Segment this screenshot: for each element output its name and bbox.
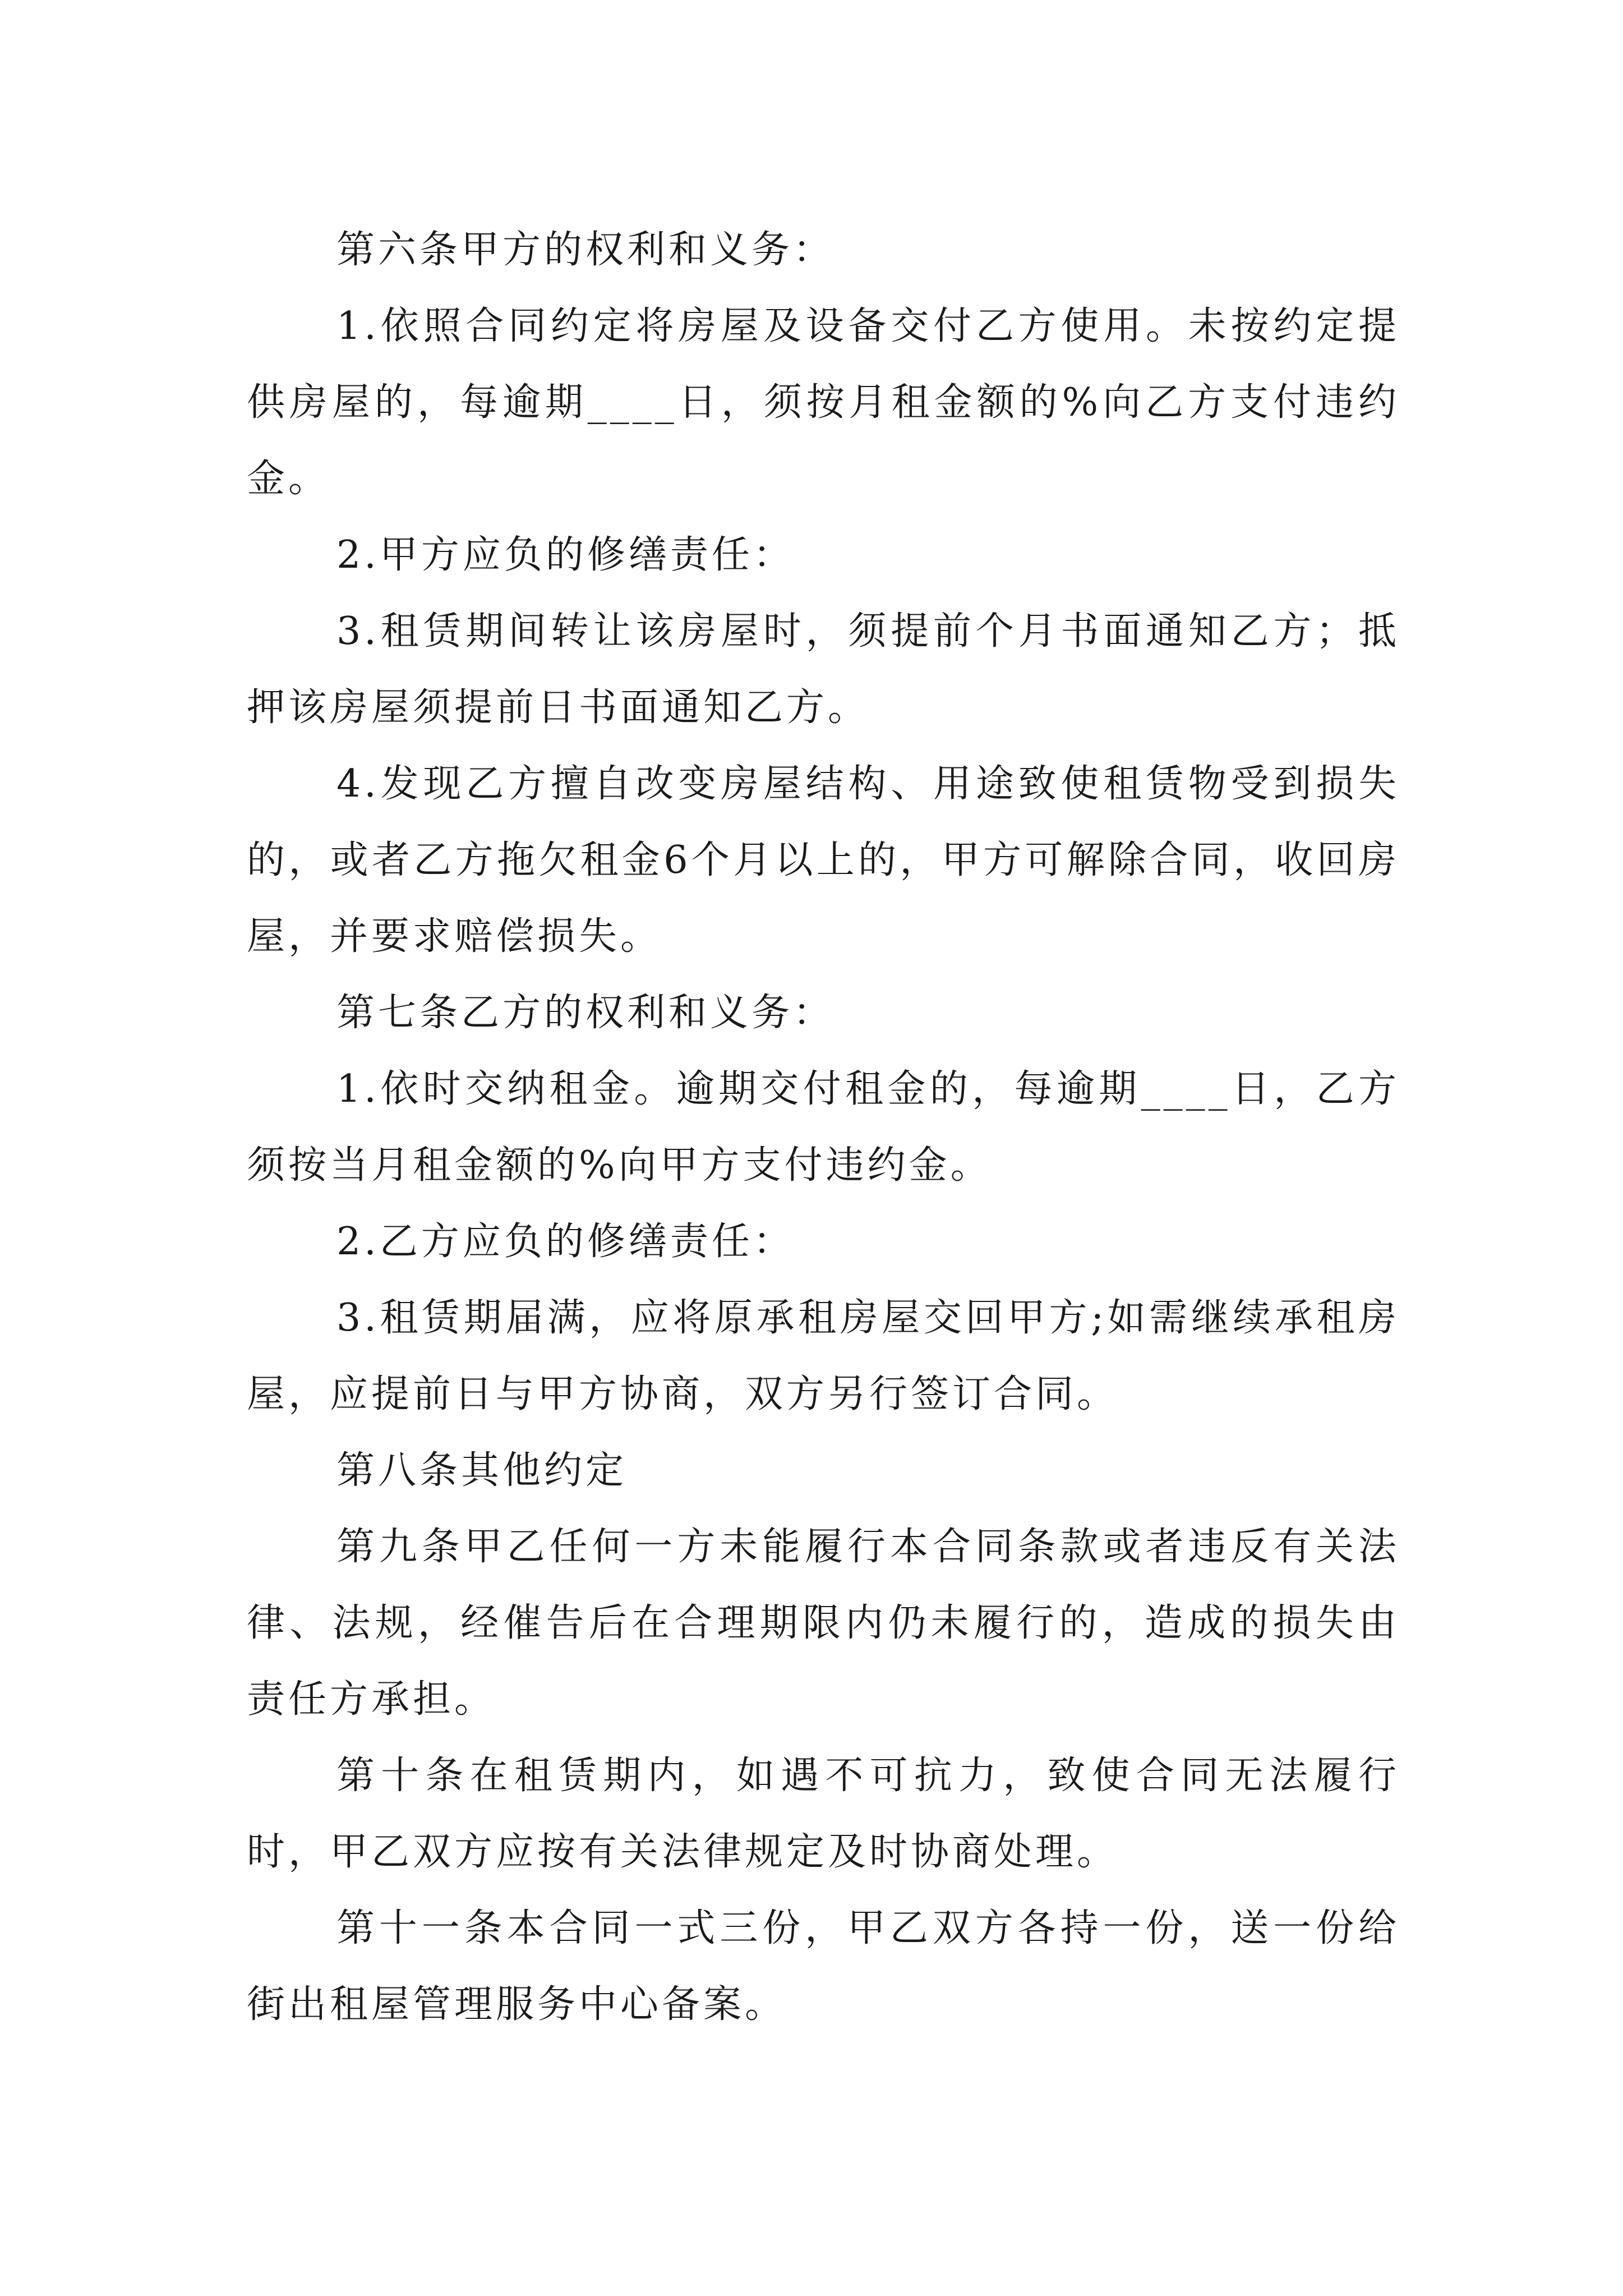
clause-6-item-4: 4.发现乙方擅自改变房屋结构、用途致使租赁物受到损失的，或者乙方拖欠租金6个月以上的，甲方可解除合同，收回房屋，并要求赔偿损失。 bbox=[247, 762, 1400, 959]
clause-7-item-2: 2.乙方应负的修缮责任： bbox=[336, 1220, 795, 1264]
document-body bbox=[247, 212, 1400, 2043]
clause-8: 第八条其他约定 bbox=[336, 1448, 628, 1493]
clause-10: 第十条在租赁期内，如遇不可抗力，致使合同无法履行时，甲乙双方应按有关法律规定及时协商处理。 bbox=[247, 1754, 1400, 1874]
clause-7-item-3: 3.租赁期届满，应将原承租房屋交回甲方;如需继续承租房屋，应提前日与甲方协商，双方另行签订合同。 bbox=[247, 1296, 1400, 1416]
clause-7-item-1: 1.依时交纳租金。逾期交付租金的，每逾期____日，乙方须按当月租金额的%向甲方支付违约金。 bbox=[247, 1067, 1400, 1188]
clause-11: 第十一条本合同一式三份，甲乙双方各持一份，送一份给街出租屋管理服务中心备案。 bbox=[247, 1906, 1400, 2027]
clause-6-item-2: 2.甲方应负的修缮责任： bbox=[336, 533, 795, 577]
clause-6-item-3: 3.租赁期间转让该房屋时，须提前个月书面通知乙方；抵押该房屋须提前日书面通知乙方。 bbox=[247, 609, 1400, 730]
clause-9: 第九条甲乙任何一方未能履行本合同条款或者违反有关法律、法规，经催告后在合理期限内仍未履行的，造成的损失由责任方承担。 bbox=[247, 1525, 1400, 1722]
clause-6-heading: 第六条甲方的权利和义务： bbox=[336, 228, 835, 272]
clause-6-item-1: 1.依照合同约定将房屋及设备交付乙方使用。未按约定提供房屋的，每逾期____日，须按月租金额的%向乙方支付违约金。 bbox=[247, 304, 1400, 501]
clause-7-heading: 第七条乙方的权利和义务： bbox=[336, 991, 835, 1035]
